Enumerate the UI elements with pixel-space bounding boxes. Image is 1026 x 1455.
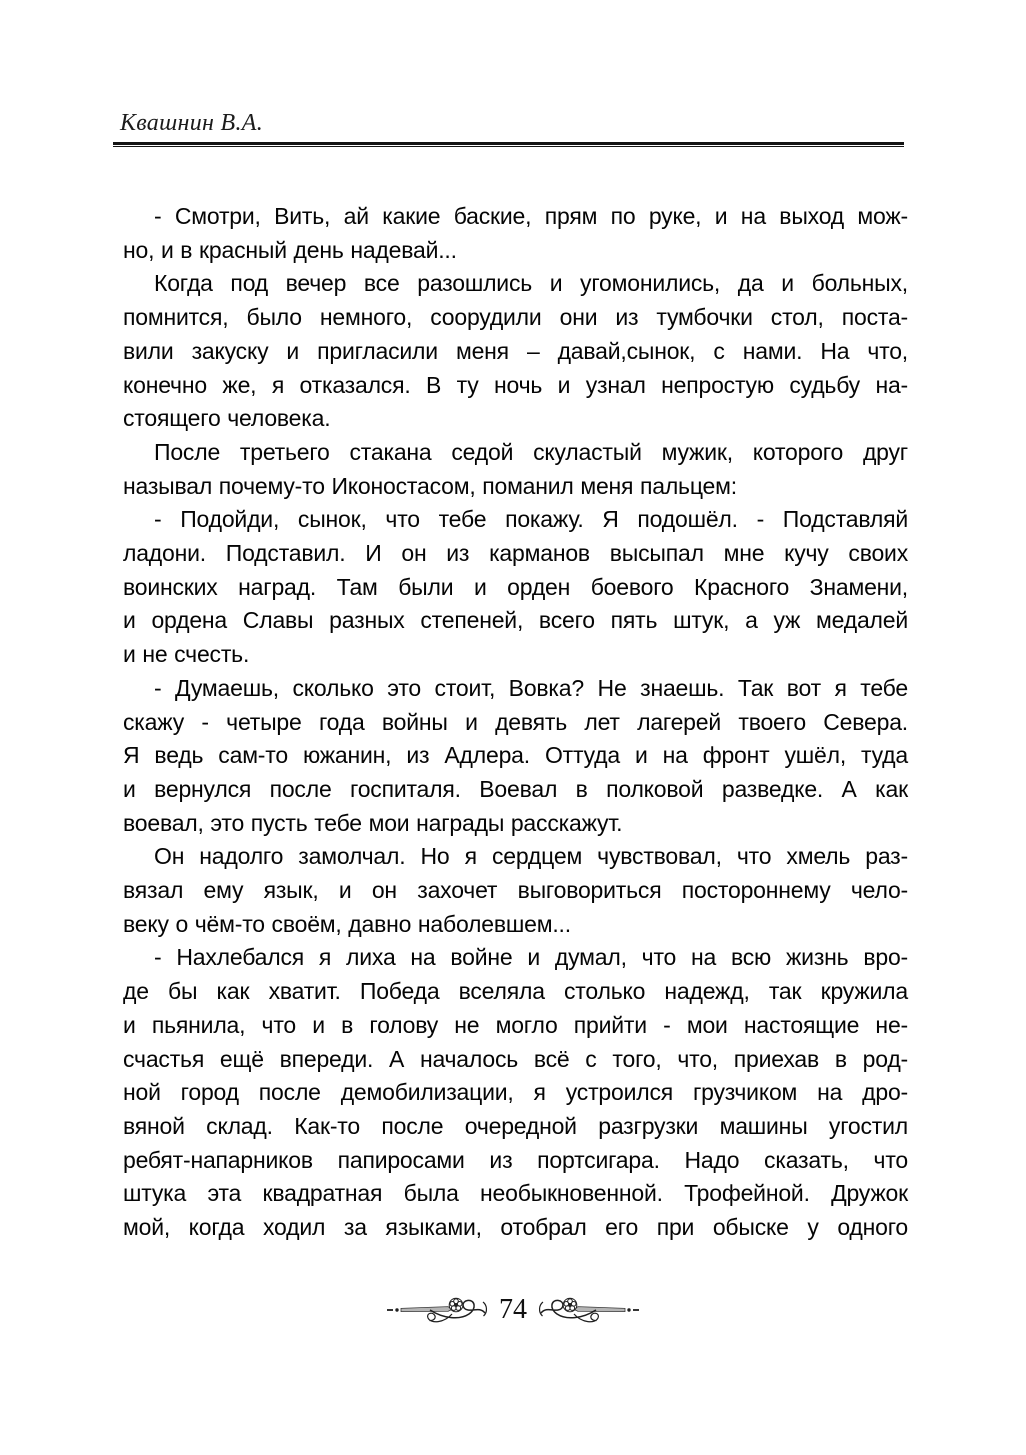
text-line: помнится, было немного, соорудили они из тумбочки стол, поста-	[123, 304, 908, 331]
text-line: и не счесть.	[123, 641, 250, 668]
text-line: - Нахлебался я лиха на войне и думал, что на всю жизнь вро-	[154, 944, 908, 971]
text-line: ребят-напарников папиросами из портсигара. Надо сказать, что	[123, 1146, 908, 1173]
text-line: стоящего человека.	[123, 405, 331, 432]
text-line: мой, когда ходил за языками, отобрал его при обыске у одного	[123, 1214, 908, 1241]
text-line: воинских наград. Там были и орден боевого Красного Знамени,	[123, 573, 908, 600]
text-line: - Смотри, Вить, ай какие баские, прям по руке, и на выход мож-	[154, 203, 908, 229]
text-line: воевал, это пусть тебе мои награды расскажут.	[123, 809, 623, 836]
text-line: - Подойди, сынок, что тебе покажу. Я подошёл. - Подставляй	[154, 506, 908, 533]
text-line: счастья ещё впереди. А началось всё с того, что, приехав в род-	[123, 1045, 908, 1072]
text-line: но, и в красный день надевай...	[123, 236, 457, 263]
running-header-author: Квашнин В.А.	[120, 110, 264, 136]
text-line: Он надолго замолчал. Но я сердцем чувствовал, что хмель раз-	[154, 843, 908, 870]
flourish-left-icon	[386, 1293, 490, 1327]
text-line: - Думаешь, сколько это стоит, Вовка? Не знаешь. Так вот я тебе	[154, 674, 908, 701]
text-line: Когда под вечер все разошлись и угомонились, да и больных,	[154, 270, 908, 297]
text-line: называл почему-то Иконостасом, поманил меня пальцем:	[123, 472, 737, 499]
flourish-right-icon	[536, 1293, 640, 1327]
text-line: и ордена Славы разных степеней, всего пять штук, а уж медалей	[123, 607, 908, 634]
page-number: 74	[499, 1294, 527, 1325]
body-text	[123, 200, 908, 1245]
text-line: ладони. Подставил. И он из карманов высыпал мне кучу своих	[123, 540, 908, 567]
footer-ornament	[0, 1293, 1026, 1327]
header-rule	[113, 142, 904, 148]
text-line: вязал ему язык, и он захочет выговориться постороннему чело-	[123, 877, 908, 904]
text-line: скажу - четыре года войны и девять лет лагерей твоего Севера.	[123, 708, 908, 735]
text-line: веку о чём-то своём, давно наболевшем...	[123, 910, 571, 937]
text-line: конечно же, я отказался. В ту ночь и узнал непростую судьбу на-	[123, 371, 908, 398]
text-line: и пьянила, что и в голову не могло прийти - мои настоящие не-	[123, 1011, 908, 1038]
text-line: вяной склад. Как-то после очередной разгрузки машины угостил	[123, 1112, 908, 1139]
text-line: штука эта квадратная была необыкновенной. Трофейной. Дружок	[123, 1180, 908, 1207]
text-line: Я ведь сам-то южанин, из Адлера. Оттуда и на фронт ушёл, туда	[123, 742, 908, 769]
text-line: ной город после демобилизации, я устроился грузчиком на дро-	[123, 1079, 908, 1106]
text-line: и вернулся после госпиталя. Воевал в полковой разведке. А как	[123, 775, 908, 802]
text-line: вили закуску и пригласили меня – давай,сынок, с нами. На что,	[123, 337, 908, 364]
text-line: де бы как хватит. Победа вселяла столько надежд, так кружила	[123, 978, 908, 1005]
text-line: После третьего стакана седой скуластый мужик, которого друг	[154, 438, 908, 465]
